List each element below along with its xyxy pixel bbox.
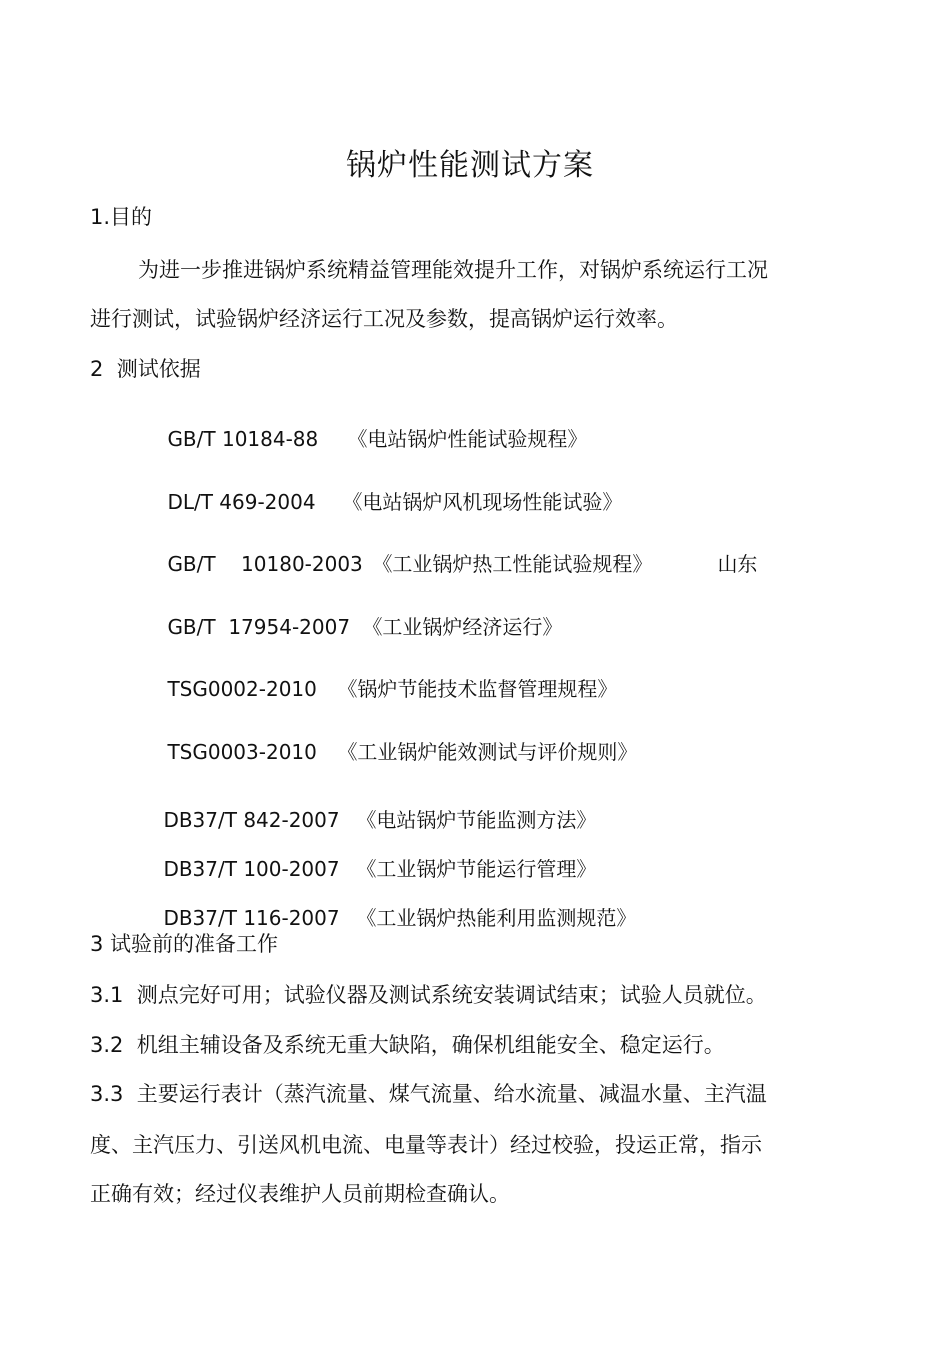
reference-name: 《工业锅炉热工性能试验规程》 bbox=[372, 552, 653, 576]
reference-code: GB/T 10184-88 bbox=[167, 427, 319, 451]
section-3-heading: 3 试验前的准备工作 bbox=[90, 932, 279, 956]
section-1-paragraph-line-1: 为进一步推进锅炉系统精益管理能效提升工作，对锅炉系统运行工况 bbox=[138, 258, 768, 282]
reference-name: 《电站锅炉性能试验规程》 bbox=[347, 427, 588, 451]
reference-name: 《工业锅炉节能运行管理》 bbox=[356, 857, 597, 881]
reference-code: GB/T 17954-2007 bbox=[167, 615, 351, 639]
reference-note: 山东 bbox=[717, 552, 758, 576]
reference-name: 《工业锅炉经济运行》 bbox=[362, 615, 563, 639]
reference-code: DB37/T 842-2007 bbox=[163, 808, 340, 832]
section-1-heading: 1.目的 bbox=[90, 205, 153, 229]
reference-item bbox=[142, 716, 637, 788]
section-1-paragraph-line-2: 进行测试，试验锅炉经济运行工况及参数，提高锅炉运行效率。 bbox=[90, 307, 678, 331]
reference-name: 《电站锅炉节能监测方法》 bbox=[356, 808, 597, 832]
reference-code: TSG0002-2010 bbox=[167, 677, 317, 701]
reference-name: 《电站锅炉风机现场性能试验》 bbox=[342, 490, 623, 514]
reference-code: DB37/T 116-2007 bbox=[163, 906, 340, 930]
section-2-heading: 2 测试依据 bbox=[90, 357, 201, 381]
document-title: 锅炉性能测试方案 bbox=[346, 148, 594, 183]
reference-item bbox=[142, 528, 757, 600]
reference-code: DL/T 469-2004 bbox=[167, 490, 316, 514]
reference-name: 《工业锅炉能效测试与评价规则》 bbox=[337, 740, 638, 764]
section-3-1-text: 3.1 测点完好可用；试验仪器及测试系统安装调试结束；试验人员就位。 bbox=[90, 983, 767, 1007]
section-3-2-text: 3.2 机组主辅设备及系统无重大缺陷，确保机组能安全、稳定运行。 bbox=[90, 1033, 725, 1057]
reference-name: 《锅炉节能技术监督管理规程》 bbox=[337, 677, 618, 701]
reference-code: GB/T 10180-2003 bbox=[167, 552, 363, 576]
section-3-3-line-2: 度、主汽压力、引送风机电流、电量等表计）经过校验，投运正常，指示 bbox=[90, 1133, 762, 1157]
reference-code: DB37/T 100-2007 bbox=[163, 857, 340, 881]
section-3-3-line-3: 正确有效；经过仪表维护人员前期检查确认。 bbox=[90, 1182, 510, 1206]
reference-code: TSG0003-2010 bbox=[167, 740, 317, 764]
section-3-3-line-1: 3.3 主要运行表计（蒸汽流量、煤气流量、给水流量、减温水量、主汽温 bbox=[90, 1082, 767, 1106]
reference-item bbox=[142, 403, 587, 475]
reference-name: 《工业锅炉热能利用监测规范》 bbox=[356, 906, 637, 930]
reference-item bbox=[142, 653, 617, 725]
